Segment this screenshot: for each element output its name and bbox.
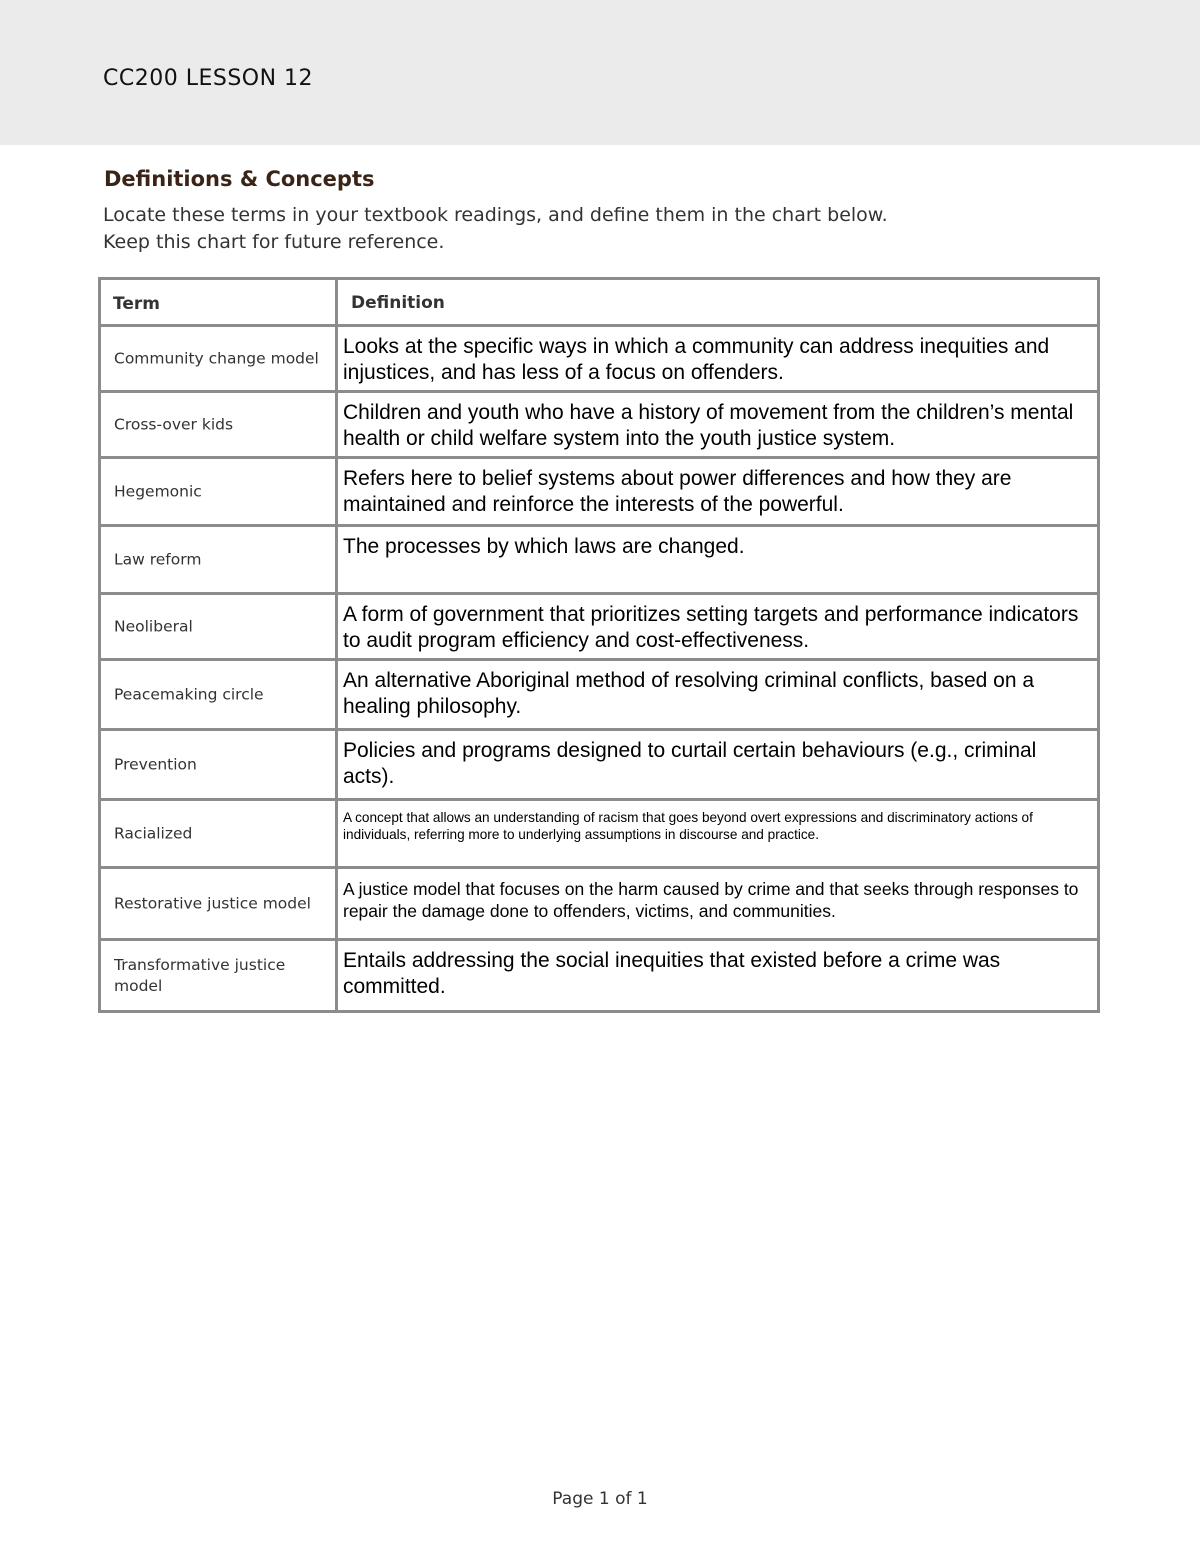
definition-text: Entails addressing the social inequities that existed before a crime was committed. bbox=[343, 949, 1001, 998]
term-text: Restorative justice model bbox=[114, 894, 311, 912]
definition-cell bbox=[337, 868, 1099, 940]
term-cell bbox=[100, 800, 337, 868]
definition-cell bbox=[337, 326, 1099, 392]
definition-column-header bbox=[337, 279, 1099, 326]
table-row bbox=[100, 730, 1099, 800]
definition-cell bbox=[337, 526, 1099, 594]
term-column-header bbox=[100, 279, 337, 326]
term-text: Neoliberal bbox=[114, 617, 193, 635]
instructions bbox=[103, 202, 888, 256]
term-cell bbox=[100, 730, 337, 800]
definition-cell bbox=[337, 940, 1099, 1012]
term-text: Transformative justice model bbox=[114, 955, 286, 995]
table-row bbox=[100, 326, 1099, 392]
term-cell bbox=[100, 326, 337, 392]
table-row bbox=[100, 868, 1099, 940]
definition-text: A justice model that focuses on the harm caused by crime and that seeks through responses to repair the damage done to offenders, victims, and communities. bbox=[343, 879, 1079, 921]
definition-text: Policies and programs designed to curtail certain behaviours (e.g., criminal acts). bbox=[343, 739, 1037, 788]
table-row bbox=[100, 458, 1099, 526]
table-row bbox=[100, 660, 1099, 730]
definition-cell bbox=[337, 660, 1099, 730]
term-text: Law reform bbox=[114, 550, 202, 568]
definition-cell bbox=[337, 458, 1099, 526]
definitions-table bbox=[98, 277, 1100, 1013]
definition-text: A form of government that prioritizes setting targets and performance indicators to audit program efficiency and cost-effectiveness. bbox=[343, 603, 1079, 652]
definition-text: Refers here to belief systems about power differences and how they are maintained and reinforce the interests of the powerful. bbox=[343, 467, 1012, 516]
term-header-label: Term bbox=[113, 294, 160, 314]
definition-header-label: Definition bbox=[351, 293, 445, 313]
table-row bbox=[100, 526, 1099, 594]
definition-text: Looks at the specific ways in which a community can address inequities and injustices, and has less of a focus on offenders. bbox=[343, 335, 1050, 384]
table-row bbox=[100, 800, 1099, 868]
term-text: Community change model bbox=[114, 349, 319, 367]
instruction-line-2: Keep this chart for future reference. bbox=[103, 231, 445, 253]
page-number: Page 1 of 1 bbox=[552, 1489, 648, 1509]
term-cell bbox=[100, 940, 337, 1012]
term-cell bbox=[100, 594, 337, 660]
document-title: CC200 LESSON 12 bbox=[103, 66, 314, 91]
term-cell bbox=[100, 660, 337, 730]
definition-text: An alternative Aboriginal method of resolving criminal conflicts, based on a healing philosophy. bbox=[343, 669, 1035, 718]
term-text: Cross-over kids bbox=[114, 415, 234, 433]
term-cell bbox=[100, 526, 337, 594]
definition-text: Children and youth who have a history of movement from the children’s mental health or child welfare system into the youth justice system. bbox=[343, 401, 1074, 450]
definition-text: The processes by which laws are changed. bbox=[343, 535, 745, 558]
definition-cell bbox=[337, 730, 1099, 800]
table-row bbox=[100, 392, 1099, 458]
term-cell bbox=[100, 458, 337, 526]
definition-text: A concept that allows an understanding of racism that goes beyond overt expressions and discriminatory actions of individuals, referring more to underlying assumptions in discourse and practice. bbox=[343, 810, 1033, 842]
term-cell bbox=[100, 868, 337, 940]
table-row bbox=[100, 940, 1099, 1012]
term-text: Hegemonic bbox=[114, 482, 202, 500]
term-text: Racialized bbox=[114, 824, 193, 842]
section-title: Definitions & Concepts bbox=[104, 167, 375, 191]
definition-cell bbox=[337, 392, 1099, 458]
instruction-line-1: Locate these terms in your textbook readings, and define them in the chart below. bbox=[103, 204, 888, 226]
definition-cell bbox=[337, 800, 1099, 868]
definition-cell bbox=[337, 594, 1099, 660]
table-header-row bbox=[100, 279, 1099, 326]
term-cell bbox=[100, 392, 337, 458]
term-text: Peacemaking circle bbox=[114, 685, 264, 703]
term-text: Prevention bbox=[114, 755, 197, 773]
table-row bbox=[100, 594, 1099, 660]
